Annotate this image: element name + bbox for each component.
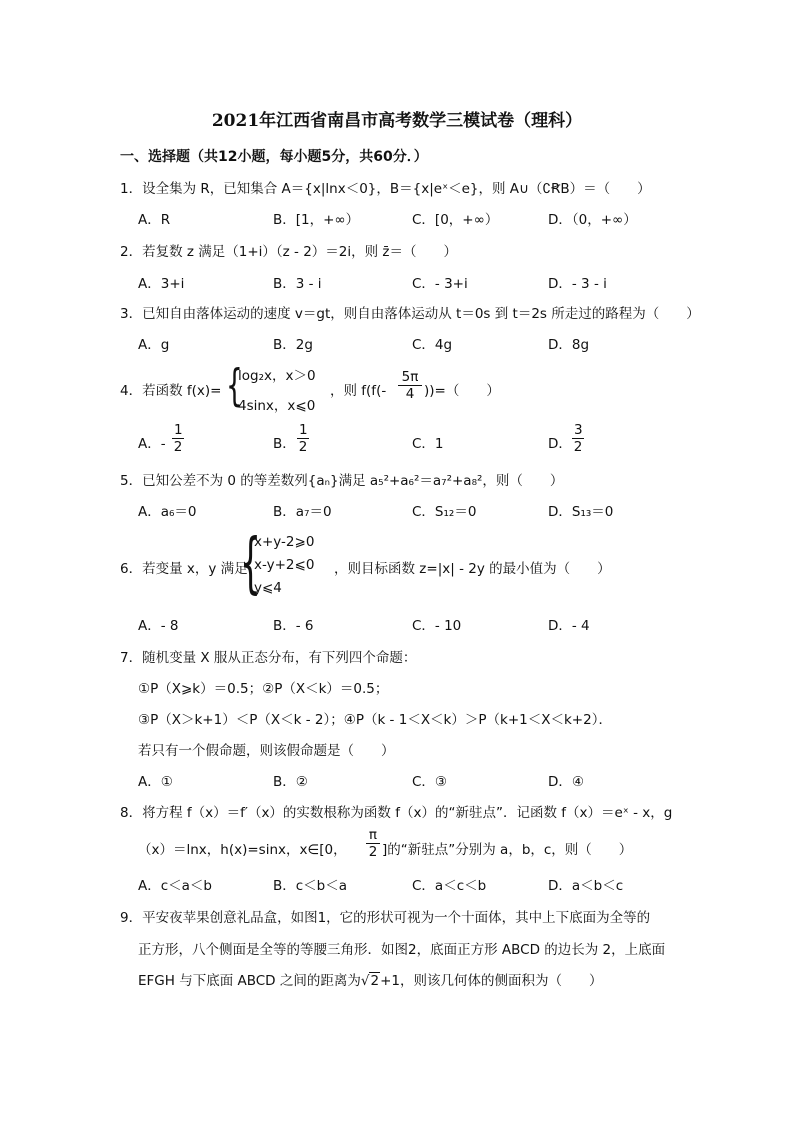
q8-fraction [366, 827, 380, 860]
q2-option-d: D．- 3 - i [548, 276, 607, 292]
q4-option-a-fraction [172, 422, 184, 455]
q2-option-a: A．3+i [138, 276, 185, 292]
q4-option-d-fraction [572, 422, 584, 455]
question-9-line-3 [138, 969, 602, 989]
q2-option-c: C．- 3+i [412, 276, 468, 292]
q8-fraction-numerator: π [366, 827, 380, 844]
q7-option-a: A．① [138, 774, 173, 790]
q4-option-b-fraction [297, 422, 309, 455]
q4-b-numerator: 1 [299, 422, 308, 438]
question-7-stem: 7．随机变量 X 服从正态分布，有下列四个命题： [120, 650, 417, 666]
q7-question: 若只有一个假命题，则该假命题是（ ） [138, 743, 395, 759]
q4-fraction-denominator: 4 [405, 386, 415, 402]
q1-option-a: A．R [138, 212, 171, 228]
q3-option-c: C．4g [412, 337, 453, 353]
q9-line-3a: EFGH 与下底面 ABCD 之间的距离为 [138, 973, 361, 989]
page-title: 2021年江西省南昌市高考数学三模试卷（理科） [211, 111, 583, 131]
q4-option-b-label: B． [273, 436, 296, 452]
q8-option-d: D．a＜b＜c [548, 878, 624, 894]
q4-option-d-label: D． [548, 436, 572, 452]
sqrt-icon: √ [360, 973, 370, 989]
question-3-stem: 3．已知自由落体运动的速度 v＝gt，则自由落体运动从 t＝0s 到 t＝2s 所走过的路程为（ ） [120, 306, 700, 322]
q6-option-d: D．- 4 [548, 618, 590, 634]
question-8-line-1: 8．将方程 f（x）＝f′（x）的实数根称为函数 f（x）的“新驻点”．记函数 f（x）＝eˣ - x，g [120, 805, 673, 821]
q6-option-a: A．- 8 [138, 618, 179, 634]
q1-option-b: B．[1，+∞） [273, 212, 360, 228]
q6-option-b: B．- 6 [273, 618, 314, 634]
q5-option-d: D．S₁₃＝0 [548, 504, 614, 520]
q4-fraction [398, 369, 422, 402]
q3-option-a: A．g [138, 337, 170, 353]
q1-option-d: D．（0，+∞） [548, 212, 637, 228]
q7-option-d: D．④ [548, 774, 584, 790]
q6-case-3: y⩽4 [254, 580, 282, 596]
q5-option-b: B．a₇＝0 [273, 504, 332, 520]
q4-case-2: 4sinx，x⩽0 [238, 398, 316, 414]
q5-option-a: A．a₆＝0 [138, 504, 197, 520]
q4-d-numerator: 3 [574, 422, 583, 438]
question-1-stem: 1．设全集为 R，已知集合 A＝{x|lnx＜0}，B＝{x|eˣ＜e}，则 A∪（∁ꞦB）＝（ ） [120, 181, 651, 197]
q7-propositions-1-2: ①P（X⩾k）＝0.5；②P（X＜k）＝0.5； [138, 681, 389, 697]
q6-case-2: x-y+2⩽0 [254, 557, 315, 573]
q8-fraction-denominator: 2 [368, 844, 378, 860]
question-6-prefix: 6．若变量 x，y 满足 [120, 561, 248, 577]
q4-d-denominator: 2 [573, 439, 583, 455]
section-heading: 一、选择题（共12小题，每小题5分，共60分．） [120, 149, 428, 165]
q4-option-c: C．1 [412, 436, 444, 452]
q4-b-denominator: 2 [298, 439, 308, 455]
question-2-stem: 2．若复数 z 满足（1+i）（z - 2）＝2i，则 z̄＝（ ） [120, 244, 458, 260]
q6-case-1: x+y-2⩾0 [254, 534, 315, 550]
question-9-line-1: 9．平安夜苹果创意礼品盒，如图1，它的形状可视为一个十面体，其中上下底面为全等的 [120, 910, 651, 926]
q8-option-a: A．c＜a＜b [138, 878, 212, 894]
q8-option-c: C．a＜c＜b [412, 878, 487, 894]
q5-option-c: C．S₁₂＝0 [412, 504, 477, 520]
q1-option-c: C．[0，+∞） [412, 212, 499, 228]
q4-suffix: ))=（ ） [424, 383, 500, 399]
q4-a-numerator: 1 [174, 422, 183, 438]
question-9-line-2: 正方形，八个侧面是全等的等腰三角形．如图2，底面正方形 ABCD 的边长为 2，上底面 [138, 942, 666, 958]
q7-propositions-3-4: ③P（X＞k+1）＜P（X＜k - 2）；④P（k - 1＜X＜k）＞P（k+1＜X＜k+2）． [138, 712, 612, 728]
question-5-stem: 5．已知公差不为 0 的等差数列{aₙ}满足 a₅²+a₆²＝a₇²+a₈²，则（ ） [120, 473, 564, 489]
q4-case-1: log₂x，x＞0 [238, 368, 316, 384]
q6-option-c: C．- 10 [412, 618, 462, 634]
piecewise-brace-icon: { [226, 360, 243, 411]
q4-a-denominator: 2 [173, 439, 183, 455]
question-8-line-2b: ]的“新驻点”分别为 a，b，c，则（ ） [382, 842, 633, 858]
q8-option-b: B．c＜b＜a [273, 878, 348, 894]
question-6-suffix: ，则目标函数 z=|x| - 2y 的最小值为（ ） [334, 561, 611, 577]
q9-sqrt-value: 2 [370, 973, 380, 989]
q4-option-a-label: A．- [138, 436, 166, 452]
question-4-prefix: 4．若函数 f(x)= [120, 383, 222, 399]
q3-option-d: D．8g [548, 337, 590, 353]
q4-mid: ，则 f(f(- [330, 383, 387, 399]
q7-option-b: B．② [273, 774, 308, 790]
q4-fraction-numerator: 5π [398, 369, 422, 386]
q3-option-b: B．2g [273, 337, 313, 353]
system-brace-icon: { [240, 524, 261, 601]
q9-line-3b: +1，则该几何体的侧面积为（ ） [380, 973, 603, 989]
q2-option-b: B．3 - i [273, 276, 322, 292]
question-8-line-2a: （x）＝lnx，h(x)=sinx，x∈[0， [138, 842, 347, 858]
q7-option-c: C．③ [412, 774, 448, 790]
